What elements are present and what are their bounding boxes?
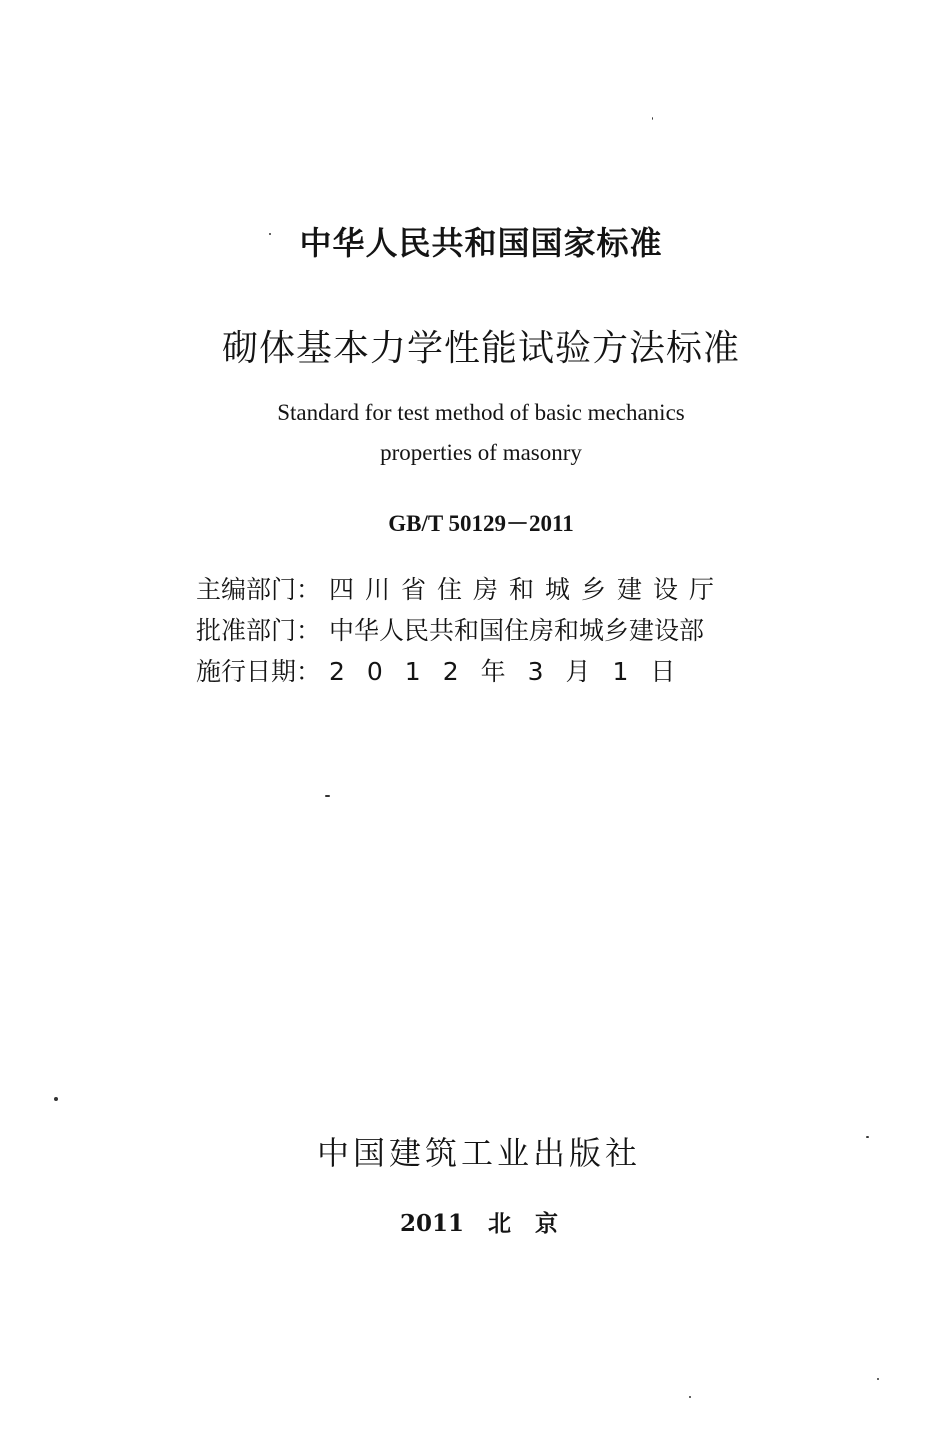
approval-department-label: 批准部门：: [196, 616, 322, 645]
scan-speck: [54, 1097, 58, 1101]
effective-date-value: 2012年3月1日: [329, 657, 698, 686]
effective-date-row: [196, 652, 736, 688]
standard-title-english-line-1: Standard for test method of basic mechanics: [277, 400, 685, 425]
approval-department-value: 中华人民共和国住房和城乡建设部: [329, 616, 705, 645]
scan-speck: [269, 233, 271, 235]
standard-title-chinese: 砌体基本力学性能试验方法标准: [221, 328, 740, 369]
publisher-name: 中国建筑工业出版社: [316, 1134, 641, 1172]
scan-speck: [652, 117, 653, 120]
editor-department-value: 四川省住房和城乡建设厅: [329, 575, 726, 604]
scan-speck: [877, 1378, 879, 1380]
scan-speck: [689, 1396, 691, 1398]
standard-title-english-line-2: properties of masonry: [380, 440, 582, 465]
scan-speck: [325, 795, 330, 797]
editor-department-row: [196, 570, 736, 606]
publication-year-place: 2011 北 京: [399, 1210, 559, 1237]
editor-department-label: 主编部门：: [196, 575, 322, 604]
standard-code: GB/T 50129－2011: [388, 511, 574, 536]
national-standard-heading: 中华人民共和国国家标准: [299, 224, 663, 262]
approval-department-row: [196, 611, 736, 647]
effective-date-label: 施行日期：: [196, 657, 322, 686]
scan-speck: [866, 1136, 869, 1138]
